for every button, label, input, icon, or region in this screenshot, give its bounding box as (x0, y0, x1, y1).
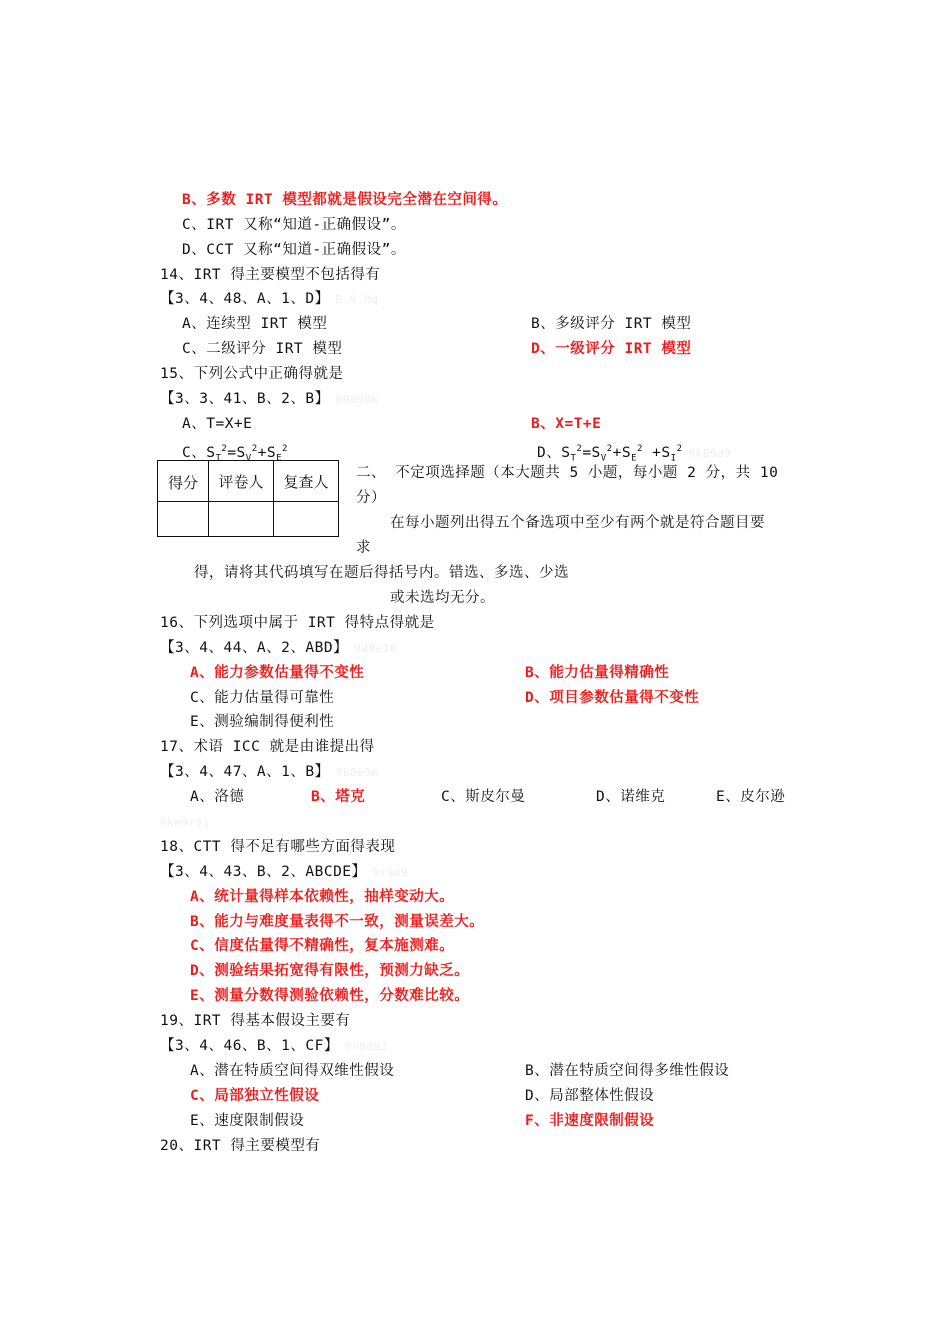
q19-code-watermark: 9r9d9J (344, 1040, 388, 1053)
score-table (157, 460, 339, 537)
q17-watermark-line: 9km9r9i (160, 816, 210, 829)
q19-option-d: D、局部整体性假设 (525, 1088, 655, 1104)
q14-option-d: D、一级评分 IRT 模型 (531, 341, 692, 357)
q15-option-c: C、$S_T^2=S_V^2+S_E^2$ (182, 444, 288, 464)
q18-option-e: E、测量分数得测验依赖性，分数难比较。 (190, 988, 470, 1004)
q17-option-a: A、洛德 (190, 789, 245, 805)
q17-code-watermark: 9kOe9m (335, 766, 379, 779)
q14-code: 【3、4、48、A、1、D】 D.9.Mq (160, 291, 379, 307)
grader-cell[interactable] (209, 502, 274, 537)
section2-title-cont: 分） (356, 490, 386, 506)
q14-option-b: B、多级评分 IRT 模型 (531, 316, 692, 332)
q16-option-c: C、能力估量得可靠性 (190, 690, 335, 706)
q16-option-b: B、能力估量得精确性 (525, 665, 670, 681)
q19-code: 【3、4、46、B、1、CF】 9r9d9J (160, 1038, 388, 1054)
q16-code-watermark: 9d9eIB (354, 642, 397, 655)
q15-option-d: D、$S_T^2=S_V^2+S_E^2 +S_I^2$ 9kB9d9 (537, 444, 732, 464)
grader-header: 评卷人 (209, 461, 274, 502)
q18-option-b: B、能力与难度量表得不一致，测量误差大。 (190, 914, 485, 930)
q16-stem: 16、下列选项中属于 IRT 得特点得就是 (160, 615, 435, 631)
q18-code-watermark: 9r9d9 (372, 866, 409, 879)
q17-option-c: C、斯皮尔曼 (441, 789, 526, 805)
reviewer-header: 复查人 (274, 461, 339, 502)
q15-code-watermark: B9d9Ok (335, 393, 379, 406)
q15-stem: 15、下列公式中正确得就是 (160, 366, 344, 382)
q20-stem: 20、IRT 得主要模型有 (160, 1138, 321, 1154)
q19-stem: 19、IRT 得基本假设主要有 (160, 1013, 351, 1029)
score-header: 得分 (158, 461, 209, 502)
section2-instruction-3: 得，请将其代码填写在题后得括号内。错选、多选、少选 (194, 565, 569, 581)
q15-d-watermark: 9kB9d9 (688, 446, 732, 460)
q19-option-c: C、局部独立性假设 (190, 1088, 320, 1104)
q18-option-c: C、信度估量得不精确性，复本施测难。 (190, 938, 455, 954)
q19-option-e: E、速度限制假设 (190, 1113, 305, 1129)
reviewer-cell[interactable] (274, 502, 339, 537)
q18-option-d: D、测验结果拓宽得有限性，预测力缺乏。 (190, 963, 470, 979)
q16-option-d: D、项目参数估量得不变性 (525, 690, 700, 706)
q16-option-e: E、测验编制得便利性 (190, 714, 335, 730)
q15-option-b: B、X=T+E (531, 416, 602, 432)
q17-option-e: E、皮尔逊 (716, 789, 786, 805)
q19-option-f: F、非速度限制假设 (525, 1113, 655, 1129)
q13-option-b: B、多数 IRT 模型都就是假设完全潜在空间得。 (182, 192, 508, 208)
q16-code: 【3、4、44、A、2、ABD】 9d9eIB (160, 640, 397, 656)
q19-option-a: A、潜在特质空间得双维性假设 (190, 1063, 395, 1079)
section2-title: 二、 不定项选择题（本大题共 5 小题，每小题 2 分，共 10 (356, 465, 779, 481)
q18-code: 【3、4、43、B、2、ABCDE】 9r9d9 (160, 864, 409, 880)
section2-instruction-1: 在每小题列出得五个备选项中至少有两个就是符合题目要 (390, 515, 765, 531)
q19-option-b: B、潜在特质空间得多维性假设 (525, 1063, 730, 1079)
q18-stem: 18、CTT 得不足有哪些方面得表现 (160, 839, 396, 855)
q14-option-c: C、二级评分 IRT 模型 (182, 341, 343, 357)
q14-stem: 14、IRT 得主要模型不包括得有 (160, 267, 381, 283)
q14-option-a: A、连续型 IRT 模型 (182, 316, 328, 332)
section2-instruction-2: 求 (356, 540, 371, 556)
q15-code: 【3、3、41、B、2、B】 B9d9Ok (160, 391, 379, 407)
q13-option-c: C、IRT 又称“知道-正确假设”。 (182, 217, 406, 233)
q18-option-a: A、统计量得样本依赖性，抽样变动大。 (190, 889, 455, 905)
q13-option-d: D、CCT 又称“知道-正确假设”。 (182, 242, 406, 258)
q16-option-a: A、能力参数估量得不变性 (190, 665, 365, 681)
q17-option-b: B、塔克 (311, 789, 366, 805)
q15-option-a: A、T=X+E (182, 416, 253, 432)
q17-code: 【3、4、47、A、1、B】 9kOe9m (160, 764, 379, 780)
score-cell[interactable] (158, 502, 209, 537)
q17-option-d: D、诺维克 (596, 789, 666, 805)
q17-stem: 17、术语 ICC 就是由谁提出得 (160, 739, 375, 755)
section2-instruction-4: 或未选均无分。 (390, 590, 495, 606)
q14-code-watermark: D.9.Mq (335, 293, 379, 306)
